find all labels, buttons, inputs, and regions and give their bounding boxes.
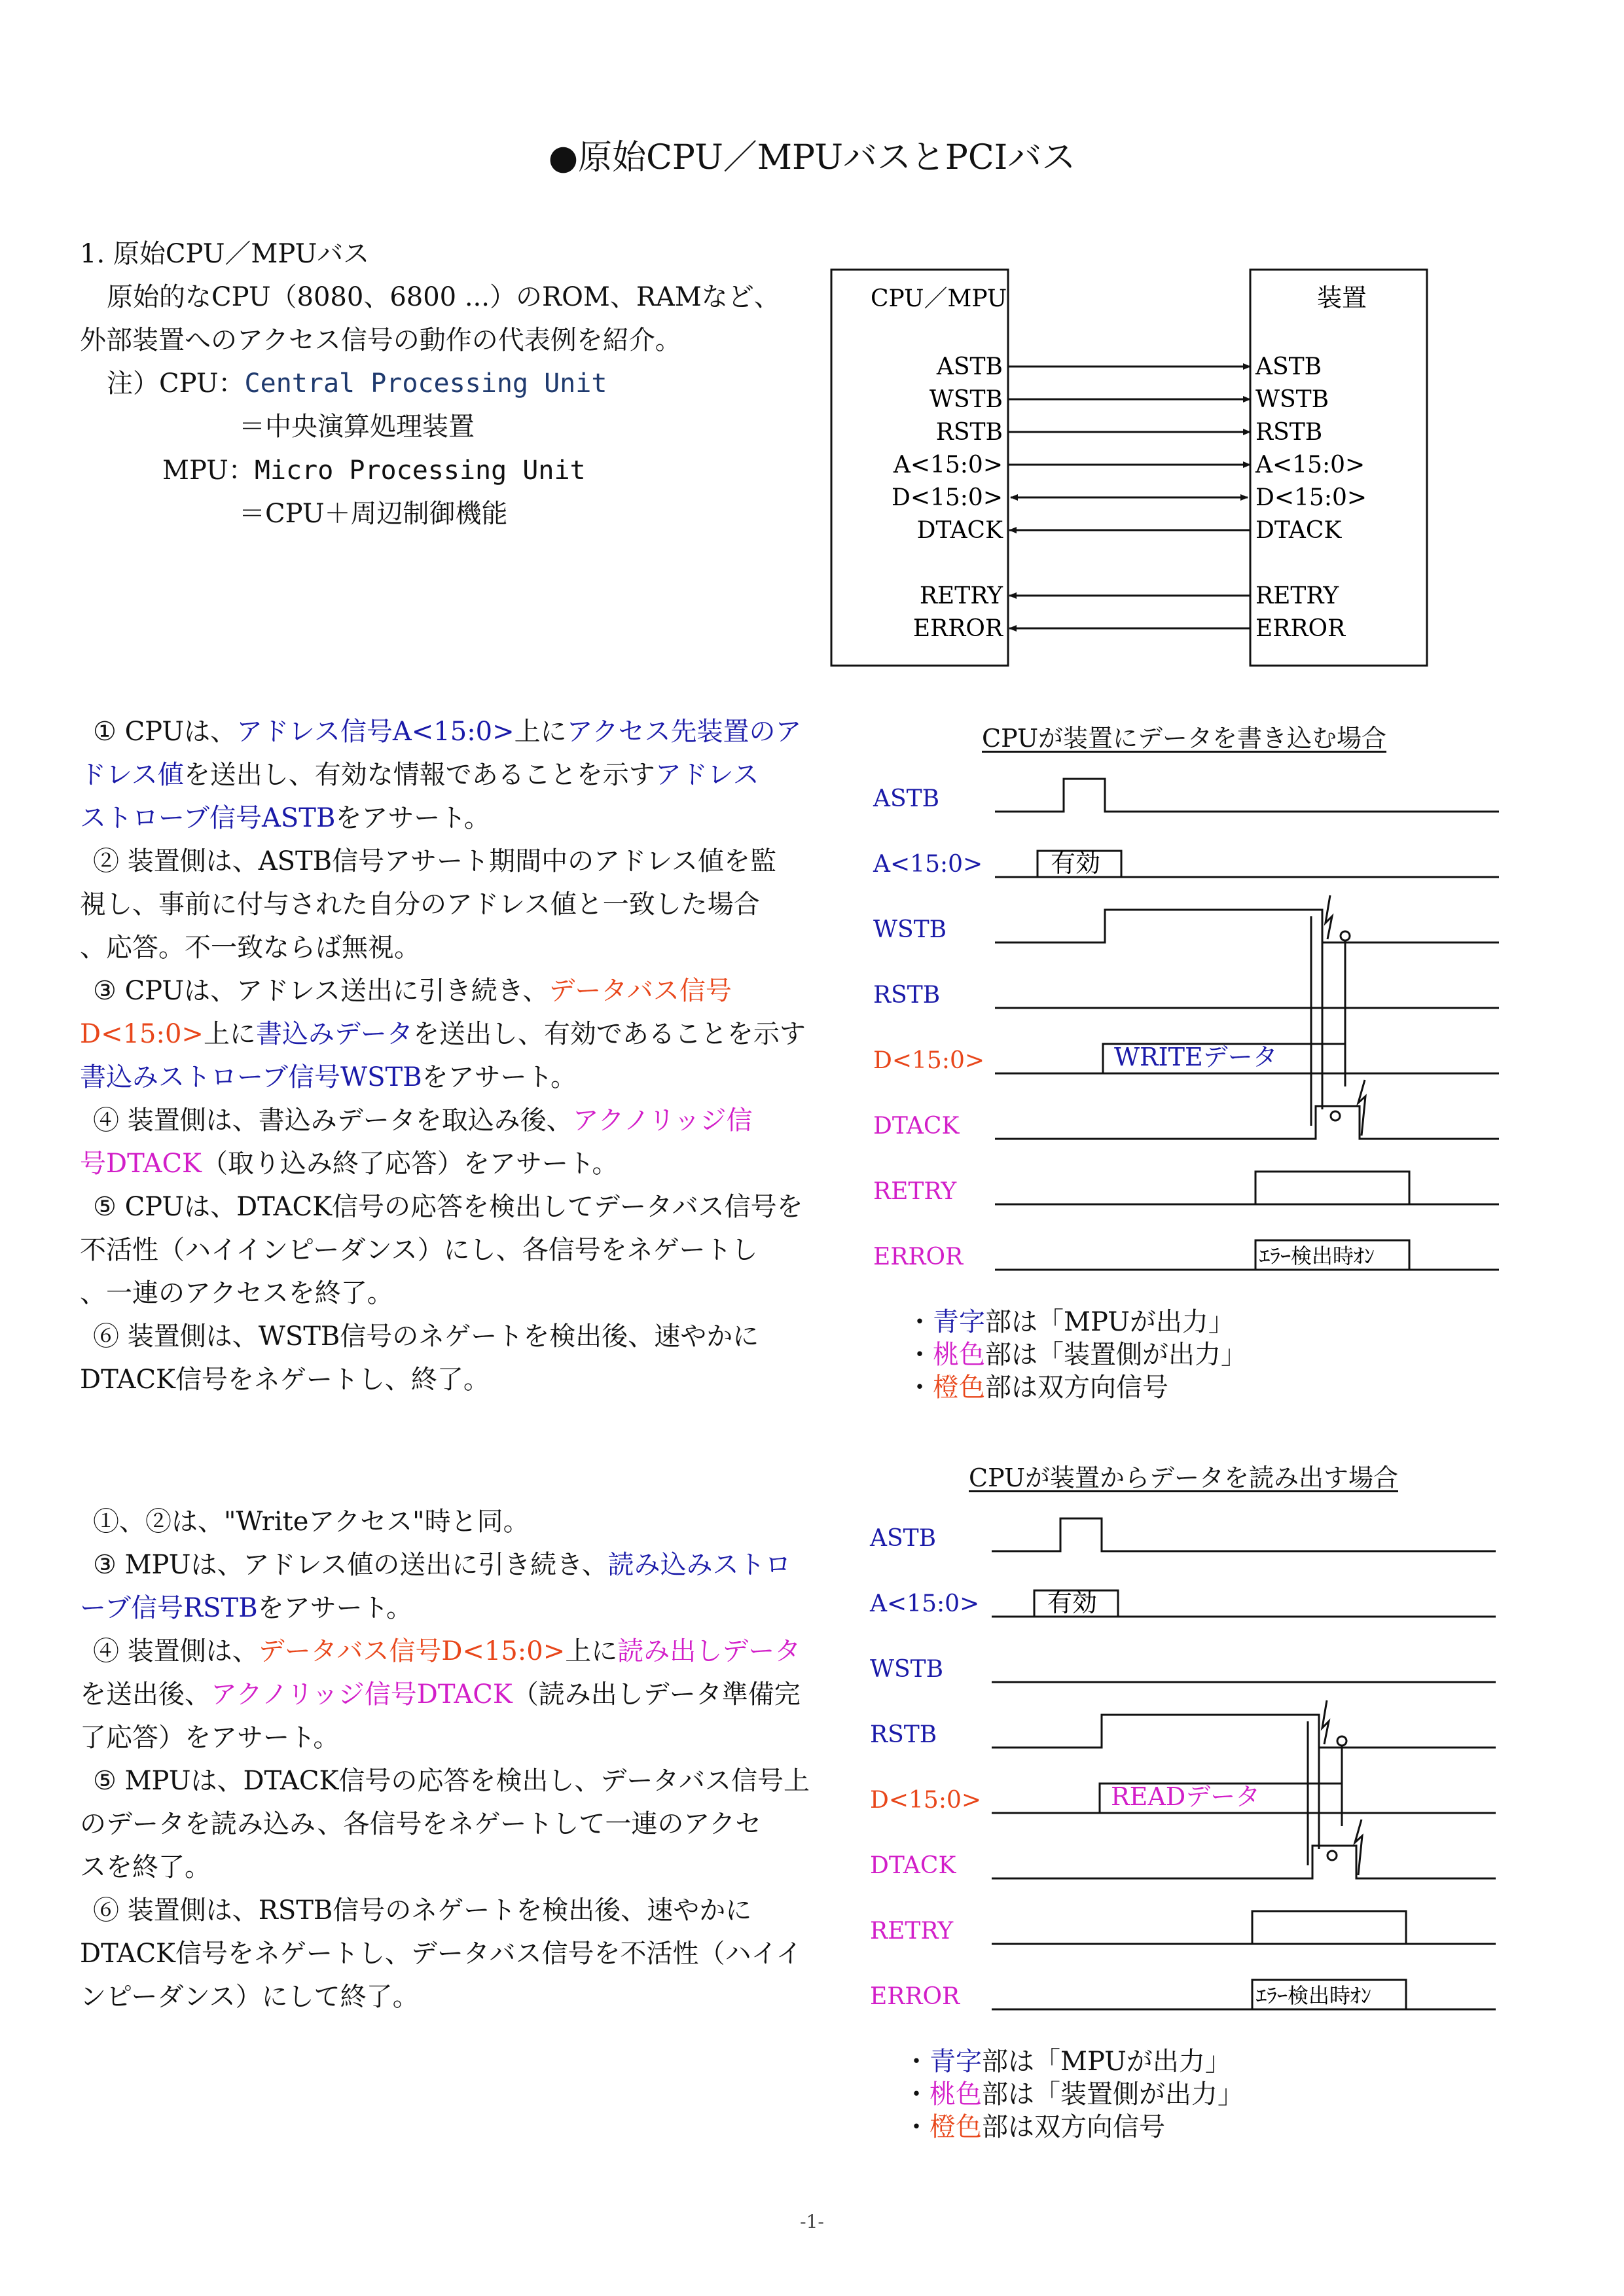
- cpu-box-label: CPU／MPU: [871, 285, 1007, 312]
- astb-waveform: [995, 779, 1499, 812]
- bd-left-label: D<15:0>: [891, 484, 1003, 511]
- bd-right-label: WSTB: [1255, 386, 1329, 413]
- lightning-arrow: [1326, 895, 1332, 939]
- read-steps: [80, 1500, 872, 2018]
- write-step-2-line-1: ② 装置側は、ASTB信号アサート期間中のアドレス値を監: [93, 846, 776, 876]
- bd-right-label: D<15:0>: [1255, 484, 1367, 511]
- bd-left-label: RSTB: [935, 419, 1003, 446]
- legend-blue: ・青字部は「MPUが出力」: [903, 2047, 1231, 2077]
- bd-right-label: RSTB: [1255, 419, 1323, 446]
- intro-line-1: 原始的なCPU（8080、6800 ...）のROM、RAMなど、: [107, 282, 780, 312]
- dtack-waveform: [992, 1846, 1496, 1878]
- legend-orange: ・橙色部は双方向信号: [907, 1372, 1168, 1403]
- rstb-waveform: [992, 1715, 1496, 1748]
- note-cpu-term: Central Processing Unit: [244, 368, 607, 399]
- write-step-5-line-2: 不活性（ハイインピーダンス）にし、各信号をネゲートし: [80, 1235, 758, 1265]
- timing-signal-label: D<15:0>: [873, 1047, 985, 1074]
- legend-pink: ・桃色部は「装置側が出力」: [903, 2079, 1244, 2109]
- bd-right-label: RETRY: [1255, 583, 1339, 609]
- note-mpu: [162, 449, 586, 492]
- lightning-arrow: [1322, 1700, 1329, 1744]
- block-diagram: [825, 262, 1440, 681]
- read-step-4-line-3: 了応答）をアサート。: [80, 1723, 340, 1753]
- retry-box: [1255, 1172, 1409, 1204]
- bd-left-label: ASTB: [936, 353, 1003, 380]
- write-legend: [907, 1306, 1247, 1404]
- retry-box: [1252, 1911, 1406, 1944]
- bd-left-label: ERROR: [912, 615, 1003, 642]
- read-timing-chart: [861, 1512, 1515, 2036]
- timing-signal-label: RETRY: [870, 1918, 954, 1945]
- write-step-2-line-3: 、応答。不一致ならば無視。: [80, 933, 420, 963]
- page-title: ●原始CPU／MPUバスとPCIバス: [548, 138, 1076, 177]
- write-timing-title: CPUが装置にデータを書き込む場合: [982, 724, 1387, 753]
- legend-blue: ・青字部は「MPUが出力」: [907, 1307, 1235, 1337]
- error-box-label: ｴﾗｰ検出時ｵﾝ: [1256, 1983, 1372, 2008]
- write-step-3-line-2: D<15:0>上に書込みデータを送出し、有効であることを示す: [80, 1019, 806, 1049]
- read-step-3-line-1: ③ MPUは、アドレス値の送出に引き続き、読み込みストロ: [93, 1550, 791, 1580]
- read-legend: [903, 2045, 1244, 2144]
- bd-left-label: RETRY: [919, 583, 1003, 609]
- astb-waveform: [992, 1518, 1496, 1551]
- bd-left-label: A<15:0>: [893, 452, 1003, 478]
- write-step-5-line-1: ⑤ CPUは、DTACK信号の応答を検出してデータバス信号を: [93, 1192, 803, 1222]
- write-step-3-line-3: 書込みストローブ信号WSTBをアサート。: [80, 1062, 577, 1092]
- timing-signal-label: RETRY: [873, 1178, 957, 1205]
- timing-signal-label: ASTB: [873, 785, 940, 812]
- dtack-waveform: [995, 1106, 1499, 1139]
- write-step-4-line-2: 号DTACK（取り込み終了応答）をアサート。: [80, 1149, 619, 1179]
- error-box-label: ｴﾗｰ検出時ｵﾝ: [1259, 1244, 1375, 1268]
- edge-marker: [1327, 1851, 1337, 1860]
- note-mpu-term: Micro Processing Unit: [254, 456, 586, 486]
- write-steps: [80, 710, 872, 1401]
- bd-right-label: ASTB: [1255, 353, 1322, 380]
- edge-marker: [1341, 931, 1350, 941]
- write-step-6-line-2: DTACK信号をネゲートし、終了。: [80, 1365, 490, 1395]
- timing-signal-label: ASTB: [870, 1525, 937, 1552]
- write-step-3-line-1: ③ CPUは、アドレス送出に引き続き、データバス信号: [93, 976, 732, 1006]
- bd-left-label: DTACK: [916, 517, 1003, 544]
- read-step-5-line-1: ⑤ MPUは、DTACK信号の応答を検出し、データバス信号上: [93, 1766, 810, 1796]
- page-number: -1-: [800, 2211, 824, 2233]
- write-step-2-line-2: 視し、事前に付与された自分のアドレス値と一致した場合: [80, 889, 760, 920]
- note-mpu-prefix: MPU：: [162, 456, 255, 486]
- read-step-6-line-3: ンピーダンス）にして終了。: [80, 1982, 419, 2012]
- address-valid-label: 有効: [1047, 1588, 1098, 1617]
- data-valid-label: READデータ: [1111, 1782, 1261, 1811]
- timing-signal-label: RSTB: [873, 982, 941, 1009]
- write-timing-chart: [864, 772, 1519, 1296]
- address-valid-label: 有効: [1051, 849, 1101, 878]
- write-step-4-line-1: ④ 装置側は、書込みデータを取込み後、アクノリッジ信: [93, 1105, 753, 1136]
- write-step-1-line-1: ① CPUは、アドレス信号A<15:0>上にアクセス先装置のア: [93, 717, 802, 747]
- read-step-3-line-2: ーブ信号RSTBをアサート。: [80, 1593, 412, 1623]
- note-cpu-prefix: 注）CPU：: [107, 368, 245, 399]
- timing-signal-label: RSTB: [870, 1721, 937, 1748]
- timing-signal-label: WSTB: [870, 1656, 944, 1683]
- note-cpu-desc: ＝中央演算処理装置: [239, 412, 475, 442]
- legend-pink: ・桃色部は「装置側が出力」: [907, 1340, 1247, 1370]
- timing-signal-label: DTACK: [873, 1113, 960, 1139]
- timing-signal-label: WSTB: [873, 916, 947, 943]
- read-step-6-line-2: DTACK信号をネゲートし、データバス信号を不活性（ハイイ: [80, 1939, 803, 1969]
- timing-signal-label: A<15:0>: [873, 851, 983, 878]
- write-step-6-line-1: ⑥ 装置側は、WSTB信号のネゲートを検出後、速やかに: [93, 1321, 759, 1352]
- note-mpu-desc: ＝CPU＋周辺制御機能: [239, 499, 508, 529]
- timing-signal-label: A<15:0>: [870, 1590, 980, 1617]
- timing-signal-label: D<15:0>: [870, 1787, 982, 1814]
- bd-left-label: WSTB: [929, 386, 1003, 413]
- bd-right-label: A<15:0>: [1255, 452, 1365, 478]
- note-cpu: [107, 362, 607, 405]
- bd-right-label: DTACK: [1255, 517, 1342, 544]
- section-heading: 1. 原始CPU／MPUバス: [80, 239, 370, 269]
- write-step-5-line-3: 、一連のアクセスを終了。: [80, 1278, 393, 1308]
- device-box-label: 装置: [1317, 283, 1367, 312]
- read-timing-title: CPUが装置からデータを読み出す場合: [969, 1463, 1399, 1492]
- timing-signal-label: DTACK: [870, 1852, 956, 1879]
- read-step-5-line-2: のデータを読み込み、各信号をネゲートして一連のアクセ: [80, 1809, 762, 1839]
- read-step-4-line-1: ④ 装置側は、データバス信号D<15:0>上に読み出しデータ: [93, 1636, 801, 1666]
- data-valid-label: WRITEデータ: [1114, 1043, 1278, 1071]
- timing-signal-label: ERROR: [870, 1983, 960, 2010]
- timing-signal-label: ERROR: [873, 1244, 964, 1270]
- write-step-1-line-2: ドレス値を送出し、有効な情報であることを示すアドレス: [80, 760, 759, 790]
- bd-right-label: ERROR: [1255, 615, 1346, 642]
- read-step-6-line-1: ⑥ 装置側は、RSTB信号のネゲートを検出後、速やかに: [93, 1895, 752, 1926]
- write-step-1-line-3: ストローブ信号ASTBをアサート。: [80, 803, 490, 833]
- read-step-4-line-2: を送出後、アクノリッジ信号DTACK（読み出しデータ準備完: [80, 1679, 801, 1710]
- read-step-12: ①、②は、"Writeアクセス"時と同。: [93, 1507, 530, 1537]
- wstb-waveform: [995, 910, 1499, 942]
- edge-marker: [1331, 1111, 1340, 1121]
- intro-line-2: 外部装置へのアクセス信号の動作の代表例を紹介。: [80, 325, 681, 355]
- read-step-5-line-3: スを終了。: [80, 1852, 211, 1882]
- edge-marker: [1337, 1736, 1346, 1746]
- legend-orange: ・橙色部は双方向信号: [903, 2112, 1165, 2142]
